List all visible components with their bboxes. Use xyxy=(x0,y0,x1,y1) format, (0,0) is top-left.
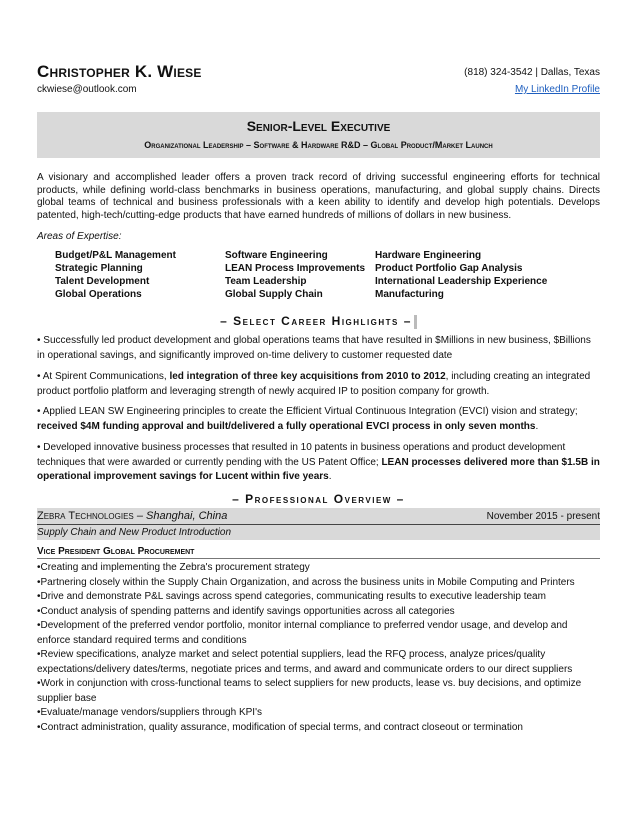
highlight-emphasis: led integration of three key acquisitions from 2010 to 2012 xyxy=(169,371,446,382)
duty-item: •Drive and demonstrate P&L savings across spend categories, communicating results to executive leadership team xyxy=(37,591,546,602)
duties-list xyxy=(37,561,600,735)
expertise-label: Areas of Expertise: xyxy=(37,231,122,242)
job-dates: November 2015 - present xyxy=(486,511,600,522)
job-unit: Supply Chain and New Product Introduction xyxy=(37,527,232,538)
job-role: Vice President Global Procurement xyxy=(37,546,195,557)
company-location: – Shanghai, China xyxy=(133,510,228,522)
highlight-text: . xyxy=(328,471,332,482)
skill-item: Manufacturing xyxy=(375,289,444,300)
skill-item: Talent Development xyxy=(55,276,150,287)
highlight-item xyxy=(37,441,600,485)
skill-item: Product Portfolio Gap Analysis xyxy=(375,263,523,274)
skill-item: Strategic Planning xyxy=(55,263,143,274)
company-name: Zebra Technologies xyxy=(37,510,134,522)
highlight-text: . xyxy=(535,420,539,432)
duty-item: •Work in conjunction with cross-functional teams to select suppliers for new products, lease vs. buy decisions, and optimize supplier base xyxy=(37,678,582,704)
contact-info: (818) 324-3542 | Dallas, Texas xyxy=(464,67,600,78)
highlight-item xyxy=(37,334,600,363)
divider xyxy=(37,524,600,525)
skill-item: Team Leadership xyxy=(225,276,307,287)
skill-item: Software Engineering xyxy=(225,250,328,261)
email-address: ckwiese@outlook.com xyxy=(37,84,137,95)
overview-heading xyxy=(37,492,600,506)
highlights-heading xyxy=(37,314,600,329)
highlight-text: • Developed innovative business processes that resulted in 10 patents in business operations and product development techniques that were awarded or currently pending with the US Patent Office; xyxy=(37,442,566,468)
overview-heading-text: – Professional Overview – xyxy=(232,492,405,506)
skill-item: Hardware Engineering xyxy=(375,250,482,261)
candidate-name: Christopher K. Wiese xyxy=(37,62,202,81)
banner-title: Senior-Level Executive xyxy=(246,118,391,134)
duty-item: •Review specifications, analyze market and select potential suppliers, lead the RFQ process, analyze prices/quality expectations/delivery dates/terms, negotiate prices and terms, and award and communicate orders to our direct suppliers xyxy=(37,649,573,675)
skill-item: Global Supply Chain xyxy=(225,289,323,300)
highlights-heading-text: – Select Career Highlights – xyxy=(220,314,412,328)
highlight-text: • At Spirent Communications, xyxy=(37,371,170,382)
highlight-item xyxy=(37,370,600,399)
highlight-text: , including creating an integrated product portfolio platform and leveraging strength of newly acquired IP to position company for growth. xyxy=(37,371,591,397)
job-company xyxy=(37,510,227,522)
highlight-text: • Applied LEAN SW Engineering principles to create the Efficient Virtual Continuous Integration (EVCI) vision and strategy; xyxy=(37,406,578,417)
duty-item: •Development of the preferred vendor portfolio, monitor internal compliance to preferred vendor usage, and develop and enforce standard required terms and conditions xyxy=(37,620,568,646)
duty-item: •Conduct analysis of spending patterns and identify savings opportunities across all categories xyxy=(37,605,455,617)
skill-item: LEAN Process Improvements xyxy=(225,263,366,274)
duty-item: •Evaluate/manage vendors/suppliers through KPI's xyxy=(37,707,262,718)
heading-bar xyxy=(414,315,417,329)
summary-paragraph: A visionary and accomplished leader offers a proven track record of driving successful engineering efforts for technical products, while defining world-class benchmarks in business operations, manufacturing, and global supply chains. Directs global teams of technical and business professionals with a keen ability to identify and develop high potentials. Develops patented, high-tech/cutting-edge products that have earned hundreds of millions of dollars in new business. xyxy=(37,172,600,221)
duty-item: •Contract administration, quality assurance, modification of special terms, and contract closeout or termination xyxy=(37,721,523,733)
highlight-emphasis: LEAN processes delivered more than $1.5B in operational improvement savings for Lucent within five years xyxy=(37,456,600,482)
skill-item: International Leadership Experience xyxy=(375,276,548,287)
skill-item: Budget/P&L Management xyxy=(55,250,176,261)
banner-subtitle: Organizational Leadership – Software & Hardware R&D – Global Product/Market Launch xyxy=(144,140,493,150)
highlight-item xyxy=(37,405,600,434)
divider xyxy=(37,558,600,559)
duty-item: •Creating and implementing the Zebra's procurement strategy xyxy=(37,562,310,573)
linkedin-link[interactable]: My LinkedIn Profile xyxy=(514,84,600,95)
duty-item: •Partnering closely within the Supply Chain Organization, and across the business units in Mobile Computing and Printers xyxy=(37,576,575,588)
skill-item: Global Operations xyxy=(55,289,142,300)
highlight-emphasis: received $4M funding approval and built/delivered a fully operational EVCI process in only seven months xyxy=(37,420,536,432)
highlight-text: • Successfully led product development and global operations teams that have resulted in $Millions in new business, $Billions in operational savings, and significantly improved on-time delivery to customer requested date xyxy=(37,335,591,361)
